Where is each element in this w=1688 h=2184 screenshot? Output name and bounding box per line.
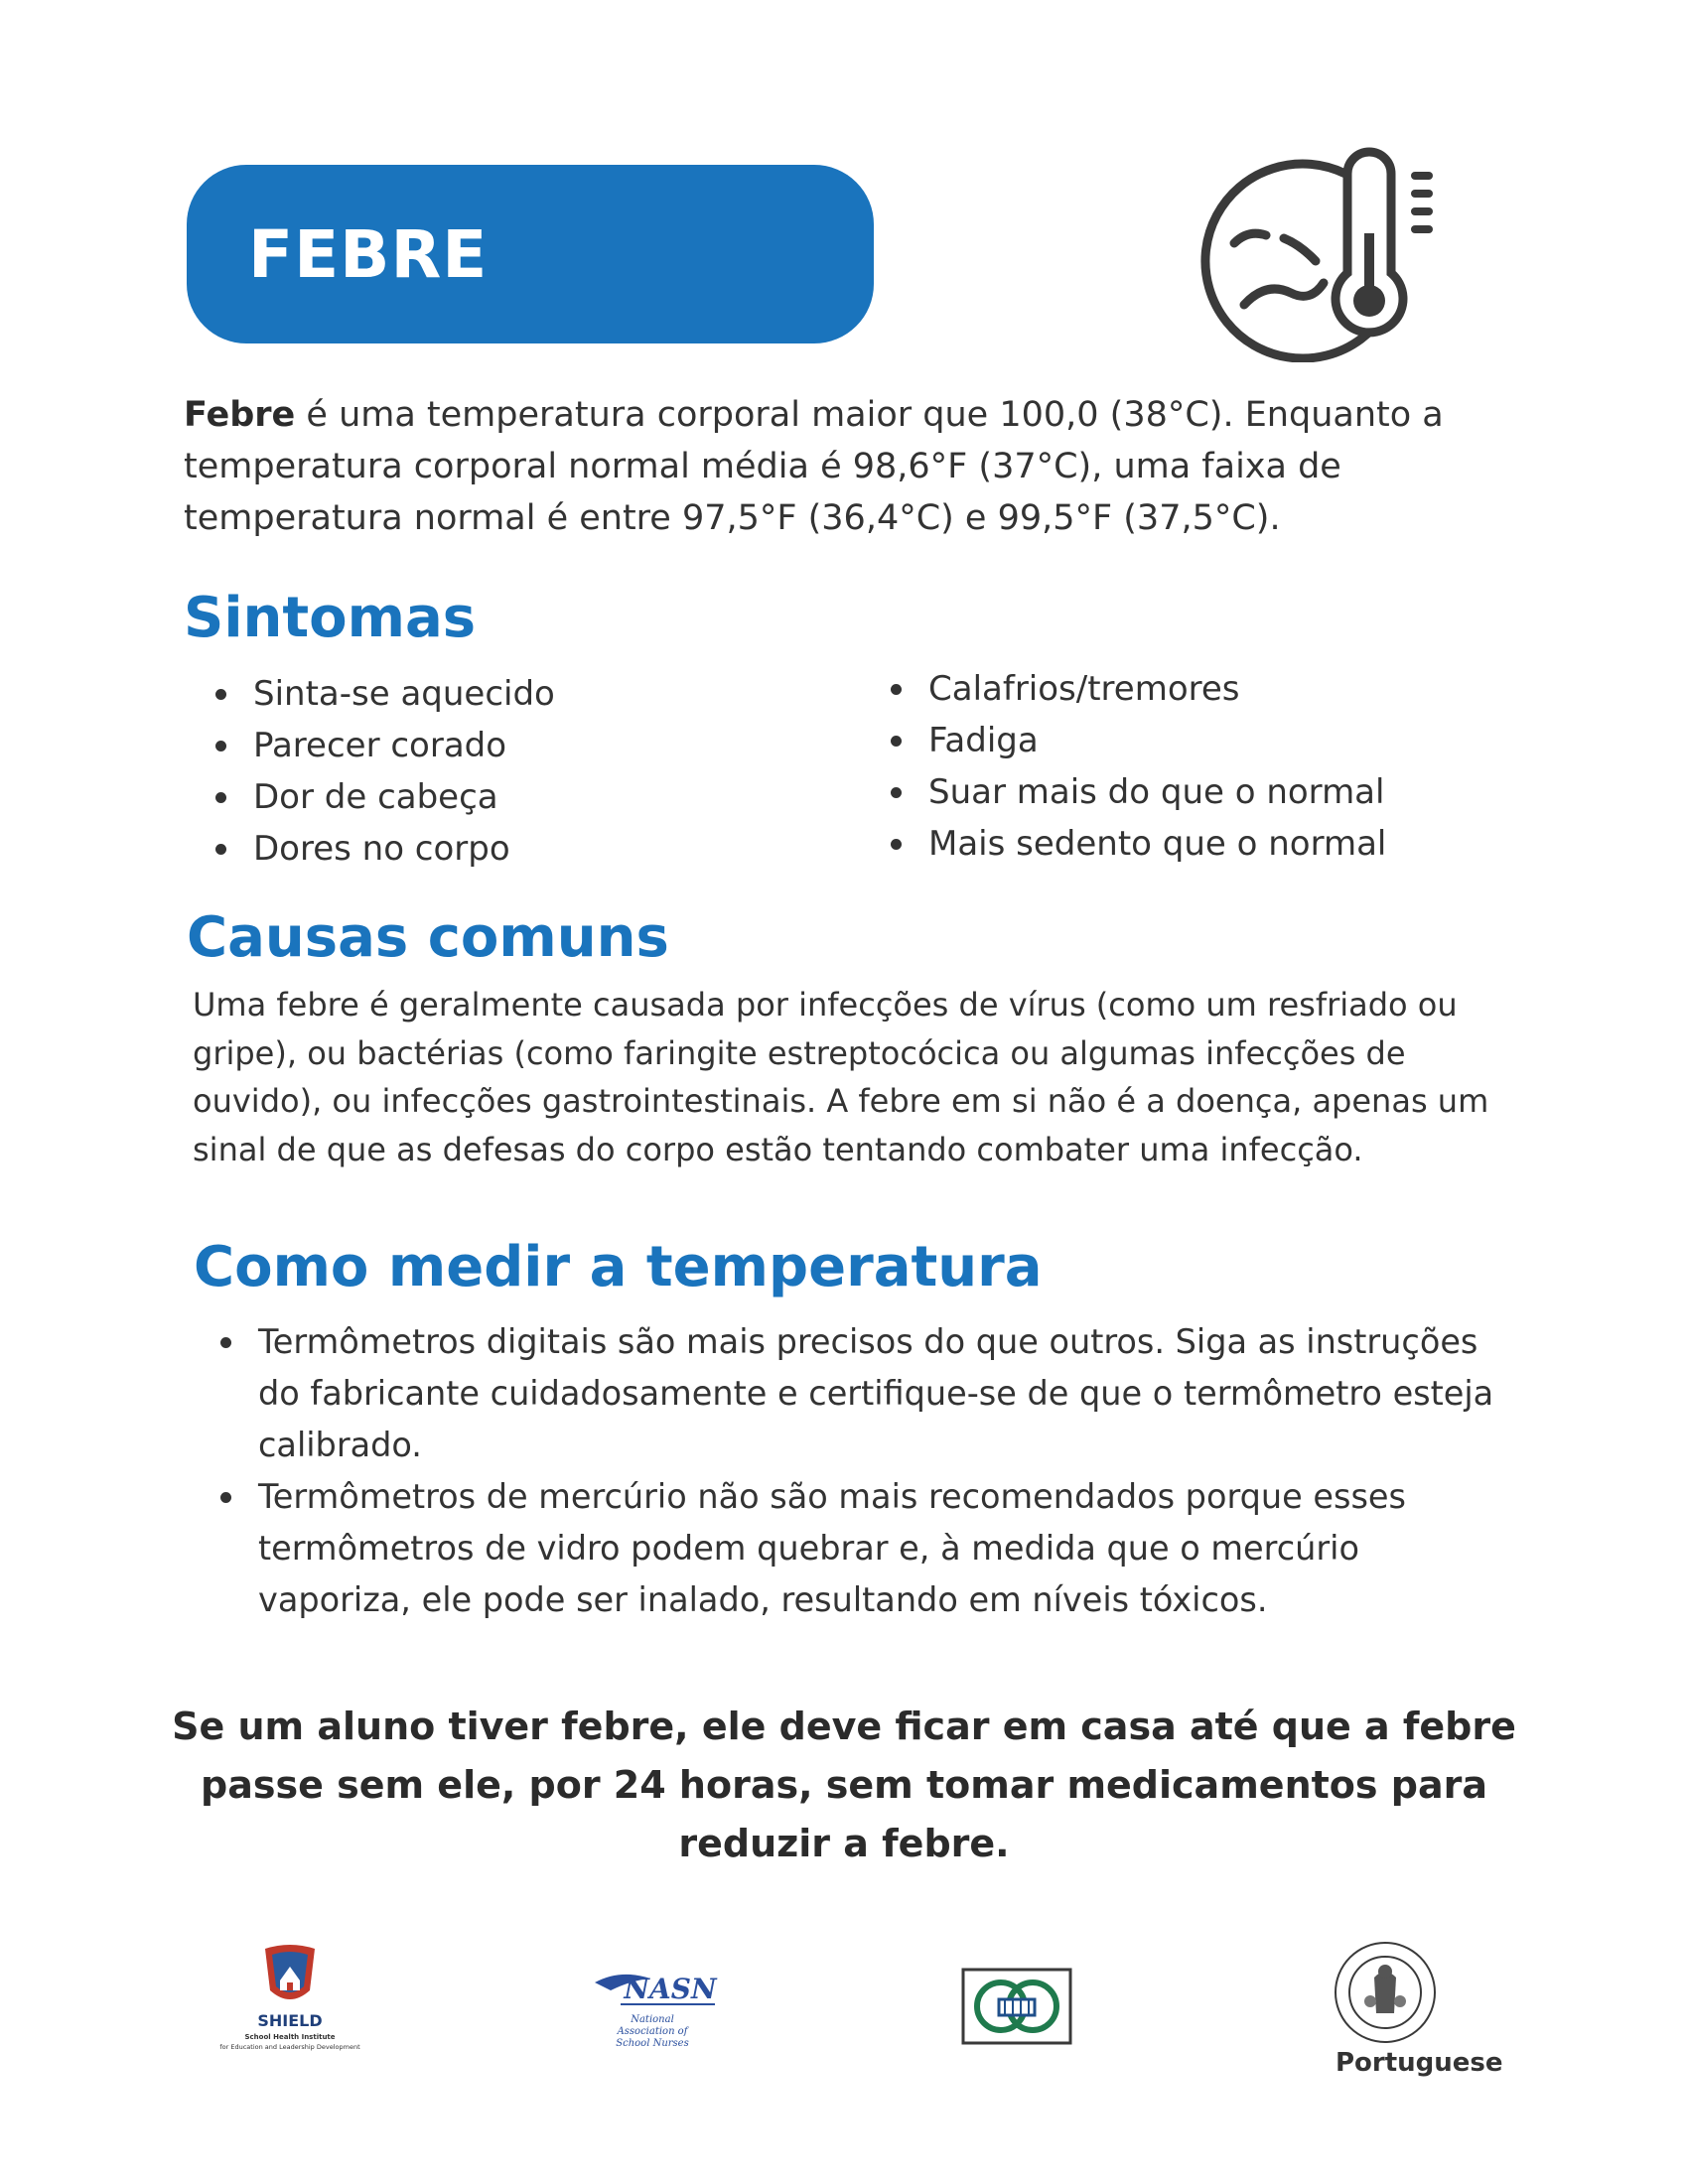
shield-logo-sub: School Health Institute (244, 2033, 336, 2041)
page-title: FEBRE (248, 215, 489, 293)
nasn-logo-name: NASN (624, 1973, 717, 2005)
list-item: Termômetros digitais são mais precisos do que outros. Siga as instruções do fabricante cuidadosamente e certifique-se de que o termômetro esteja calibrado. (189, 1316, 1509, 1471)
nasn-logo-sub-2: Association of (617, 2026, 688, 2037)
nasn-logo-sub-3: School Nurses (616, 2038, 689, 2049)
list-item: Dores no corpo (184, 823, 555, 875)
nasn-logo-sub-1: National (631, 2014, 674, 2025)
intro-lead: Febre (184, 395, 296, 435)
measure-list (189, 1316, 1509, 1626)
shield-logo-sub2: for Education and Leadership Development (219, 2043, 360, 2051)
list-item: Calafrios/tremores (859, 663, 1386, 715)
list-item: Fadiga (859, 715, 1386, 766)
stay-home-notice: Se um aluno tiver febre, ele deve ficar em casa até que a febre passe sem ele, por 24 horas, sem tomar medicamentos para reduzir a febre. (172, 1705, 1516, 1865)
list-item: Termômetros de mercúrio não são mais recomendados porque esses termômetros de vidro podem quebrar e, à medida que o mercúrio vaporiza, ele pode ser inalado, resultando em níveis tóxicos. (189, 1471, 1509, 1626)
list-item: Parecer corado (184, 720, 555, 771)
intro-paragraph (184, 389, 1504, 544)
aap-seal-logo (1331, 1938, 1440, 2047)
symptoms-list-right (859, 663, 1386, 870)
shield-logo-name: SHIELD (257, 2011, 323, 2030)
nasn-logo (591, 1961, 720, 2055)
list-item: Mais sedento que o normal (859, 818, 1386, 870)
language-label: Portuguese (1336, 2048, 1503, 2078)
intro-text: é uma temperatura corporal maior que 100,0 (38°C). Enquanto a temperatura corporal normal média é 98,6°F (37°C), uma faixa de temperatura normal é entre 97,5°F (36,4°C) e 99,5°F (37,5°C). (184, 395, 1444, 538)
title-banner (187, 165, 874, 343)
list-item: Dor de cabeça (184, 771, 555, 823)
list-item: Sinta-se aquecido (184, 668, 555, 720)
symptoms-list-left (184, 668, 555, 875)
causes-paragraph: Uma febre é geralmente causada por infecções de vírus (como um resfriado ou gripe), ou bactérias (como faringite estreptocócica ou algumas infecções de ouvido), ou infecções gastrointestinais. A febre em si não é a doença, apenas um sinal de que as defesas do corpo estão tentando combater uma infecção. (193, 986, 1489, 1168)
list-item: Suar mais do que o normal (859, 766, 1386, 818)
measure-heading: Como medir a temperatura (194, 1235, 1043, 1299)
shield-logo (211, 1941, 369, 2060)
causes-heading: Causas comuns (187, 905, 669, 970)
sick-face-thermometer-icon (1177, 144, 1445, 362)
symptoms-heading: Sintomas (184, 586, 477, 650)
school-health-logo (961, 1968, 1072, 2045)
